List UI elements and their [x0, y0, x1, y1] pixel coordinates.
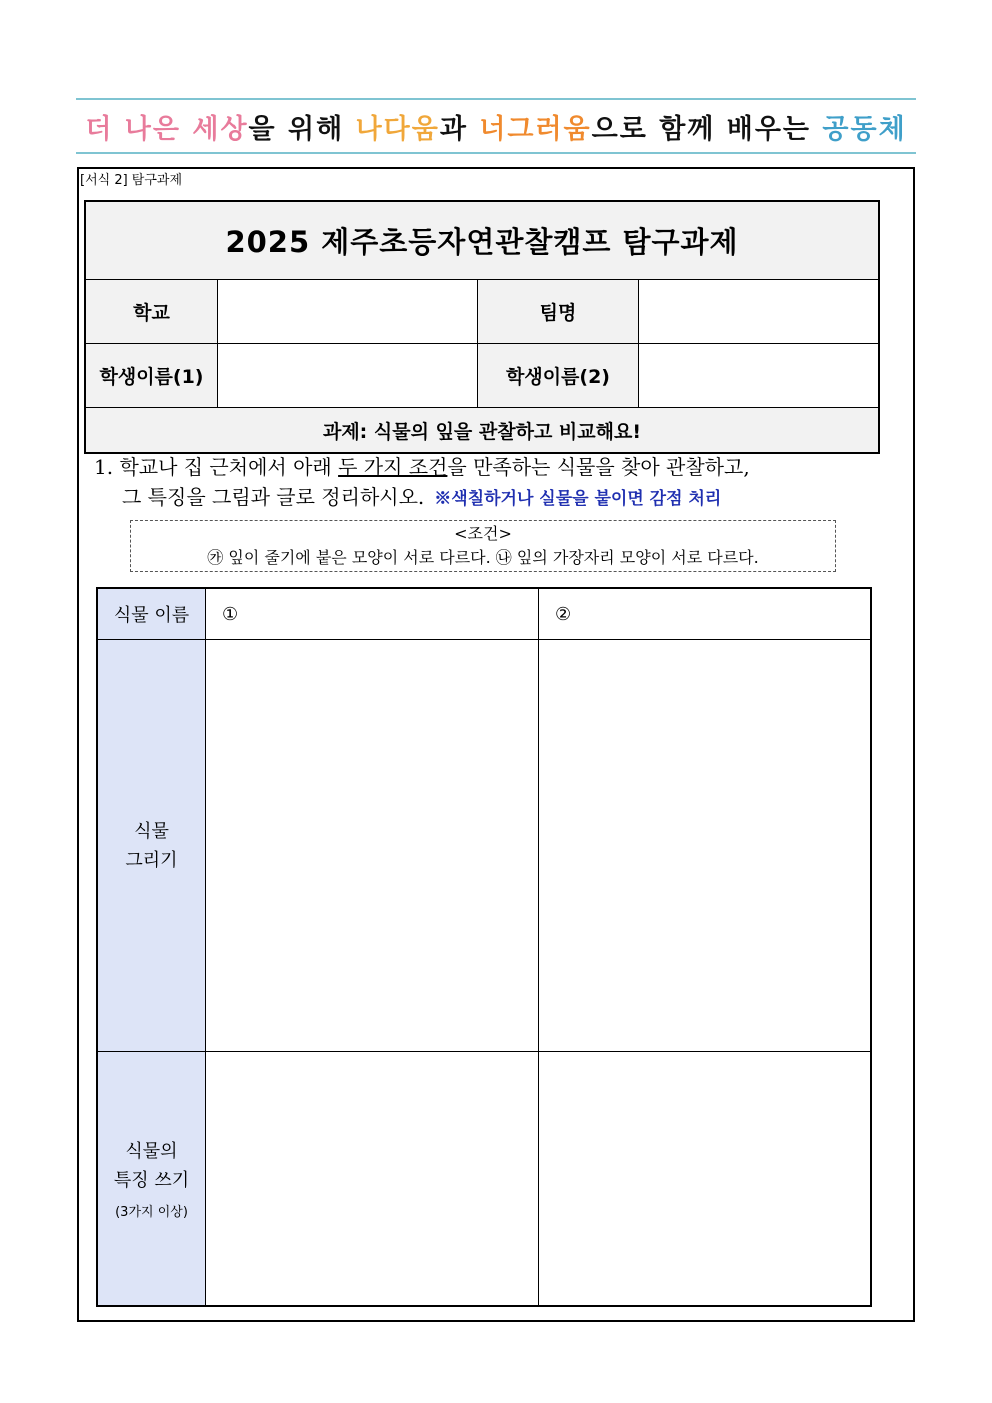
slogan-text: [85, 107, 906, 146]
slogan-segment-4: 너그러움: [479, 113, 592, 145]
plant1-name-cell[interactable]: [206, 589, 539, 640]
team-label: 팀명: [478, 280, 639, 344]
plant1-feature-area[interactable]: [206, 1052, 539, 1305]
header-table: [84, 200, 880, 454]
task-title: 과제: 식물의 잎을 관찰하고 비교해요!: [86, 408, 878, 452]
student1-label: 학생이름(1): [86, 344, 218, 408]
plant2-drawing-area[interactable]: [539, 640, 870, 1052]
question-line2: 그 특징을 그림과 글로 정리하시오.: [122, 485, 425, 509]
student2-input[interactable]: [639, 344, 878, 408]
slogan-segment-3: 과: [439, 113, 480, 145]
form-label: [서식 2] 탐구과제: [80, 173, 183, 188]
slogan-segment-5: 으로 함께 배우는: [591, 113, 823, 145]
feature-label-line2: 특징 쓰기: [113, 1170, 190, 1191]
slogan-segment-6: 공동체: [822, 113, 907, 145]
student2-label: 학생이름(2): [478, 344, 639, 408]
question-line1-post: 을 만족하는 식물을 찾아 관찰하고,: [447, 455, 750, 479]
plant2-name-cell[interactable]: [539, 589, 870, 640]
feature-label: [98, 1052, 206, 1305]
plant2-feature-area[interactable]: [539, 1052, 870, 1305]
page-title: 2025 제주초등자연관찰캠프 탐구과제: [225, 225, 739, 259]
condition-body: ㉮ 잎이 줄기에 붙은 모양이 서로 다르다. ㉯ 잎의 가장자리 모양이 서로 다르다.: [207, 548, 759, 567]
question-line-1: [94, 452, 750, 482]
plant1-marker: ①: [222, 603, 239, 625]
question-line1-pre: 1. 학교나 집 근처에서 아래: [94, 455, 339, 479]
plant1-drawing-area[interactable]: [206, 640, 539, 1052]
condition-title: <조건>: [454, 524, 512, 543]
student1-input[interactable]: [218, 344, 478, 408]
plant2-marker: ②: [555, 603, 572, 625]
team-input[interactable]: [639, 280, 878, 344]
question-line-2: [94, 482, 750, 514]
feature-label-line1: 식물의: [125, 1141, 178, 1162]
penalty-note: ※색칠하거나 실물을 붙이면 감점 처리: [434, 489, 722, 509]
school-label: 학교: [86, 280, 218, 344]
observation-table: [96, 587, 872, 1307]
slogan-banner: [76, 98, 916, 154]
slogan-segment-0: 더 나은 세상: [85, 113, 249, 145]
slogan-segment-2: 나다움: [355, 113, 440, 145]
draw-label-line1: 식물: [134, 820, 169, 842]
question-1: [94, 452, 750, 514]
title-row: [86, 202, 878, 280]
slogan-segment-1: 을 위해: [248, 113, 356, 145]
feature-label-note: (3가지 이상): [115, 1205, 188, 1220]
condition-box: [130, 520, 836, 572]
draw-label: [98, 640, 206, 1052]
question-underline: 두 가지 조건: [338, 455, 448, 479]
draw-label-line2: 그리기: [125, 849, 178, 871]
plant-name-label: 식물 이름: [98, 589, 206, 640]
school-input[interactable]: [218, 280, 478, 344]
